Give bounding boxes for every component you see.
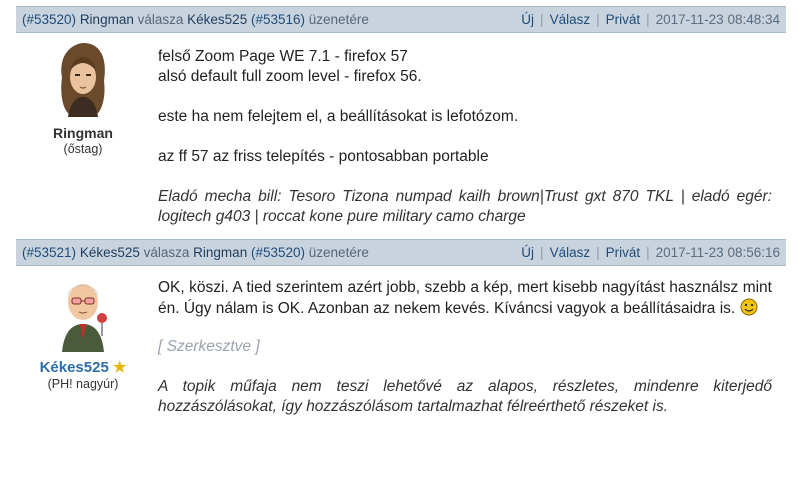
post-line: felső Zoom Page WE 7.1 - firefox 57 bbox=[158, 48, 408, 65]
post-text bbox=[158, 278, 772, 319]
avatar[interactable] bbox=[50, 274, 116, 354]
reply-word: válasza bbox=[143, 245, 190, 260]
post-line: az ff 57 az friss telepítés - pontosabban portable bbox=[158, 148, 489, 165]
post-header-meta bbox=[22, 12, 369, 27]
post-content bbox=[150, 33, 786, 237]
divider: | bbox=[596, 12, 600, 27]
author-rank: (őstag) bbox=[63, 142, 103, 156]
smiley-icon bbox=[740, 298, 758, 316]
private-button[interactable]: Privát bbox=[605, 12, 641, 27]
private-button[interactable]: Privát bbox=[605, 245, 641, 260]
timestamp: 2017-11-23 08:48:34 bbox=[655, 12, 780, 27]
author-panel bbox=[16, 266, 150, 427]
post-id-link[interactable]: (#53520) bbox=[22, 12, 77, 27]
reply-suffix: üzenetére bbox=[308, 245, 369, 260]
author-panel bbox=[16, 33, 150, 237]
author-link[interactable]: Ringman bbox=[79, 12, 134, 27]
post-header-meta bbox=[22, 245, 369, 260]
post-header bbox=[16, 6, 786, 33]
author-link[interactable]: Kékes525 bbox=[79, 245, 140, 260]
post-content bbox=[150, 266, 786, 427]
edited-note[interactable]: [ Szerkesztve ] bbox=[158, 338, 260, 355]
post-id-link[interactable]: (#53521) bbox=[22, 245, 77, 260]
author-name-text[interactable]: Kékes525 bbox=[39, 359, 109, 376]
reply-button[interactable]: Válasz bbox=[549, 245, 591, 260]
post-line: este ha nem felejtem el, a beállításokat is lefotózom. bbox=[158, 108, 519, 125]
post-53521 bbox=[16, 239, 786, 427]
signature: A topik műfaja nem teszi lehetővé az alapos, részletes, mindenre kiterjedő hozzászólásokat, így hozzászólásom tartalmazhat félreérthető részeket is. bbox=[158, 378, 772, 415]
reply-button[interactable]: Válasz bbox=[549, 12, 591, 27]
avatar[interactable] bbox=[50, 41, 116, 121]
author-name[interactable]: Ringman bbox=[53, 125, 113, 141]
divider: | bbox=[540, 245, 544, 260]
post-line: alsó default full zoom level - firefox 56. bbox=[158, 68, 422, 85]
author-rank: (PH! nagyúr) bbox=[47, 377, 119, 391]
reply-to-id-link[interactable]: (#53516) bbox=[250, 12, 306, 27]
author-name[interactable] bbox=[16, 358, 150, 376]
post-actions bbox=[515, 245, 780, 260]
timestamp: 2017-11-23 08:56:16 bbox=[655, 245, 780, 260]
new-button[interactable]: Új bbox=[521, 12, 535, 27]
reply-suffix: üzenetére bbox=[308, 12, 369, 27]
reply-word: válasza bbox=[137, 12, 184, 27]
star-icon: ★ bbox=[112, 359, 127, 376]
signature: Eladó mecha bill: Tesoro Tizona numpad kailh brown|Trust gxt 870 TKL | eladó egér: logitech g403 | roccat kone pure military camo charge bbox=[158, 188, 772, 225]
forum-thread bbox=[16, 6, 786, 427]
new-button[interactable]: Új bbox=[521, 245, 535, 260]
post-header bbox=[16, 239, 786, 266]
divider: | bbox=[540, 12, 544, 27]
post-53520 bbox=[16, 6, 786, 237]
divider: | bbox=[646, 245, 650, 260]
reply-to-user-link[interactable]: Kékes525 bbox=[187, 12, 248, 27]
divider: | bbox=[646, 12, 650, 27]
post-actions bbox=[515, 12, 780, 27]
reply-to-user-link[interactable]: Ringman bbox=[193, 245, 248, 260]
divider: | bbox=[596, 245, 600, 260]
reply-to-id-link[interactable]: (#53520) bbox=[250, 245, 306, 260]
post-text-body: OK, köszi. A tied szerintem azért jobb, szebb a kép, mert kisebb nagyítást használsz mint én. Úgy nálam is OK. Azonban az nekem kevés. Kíváncsi vagyok a beállításaidra is. bbox=[158, 279, 772, 317]
